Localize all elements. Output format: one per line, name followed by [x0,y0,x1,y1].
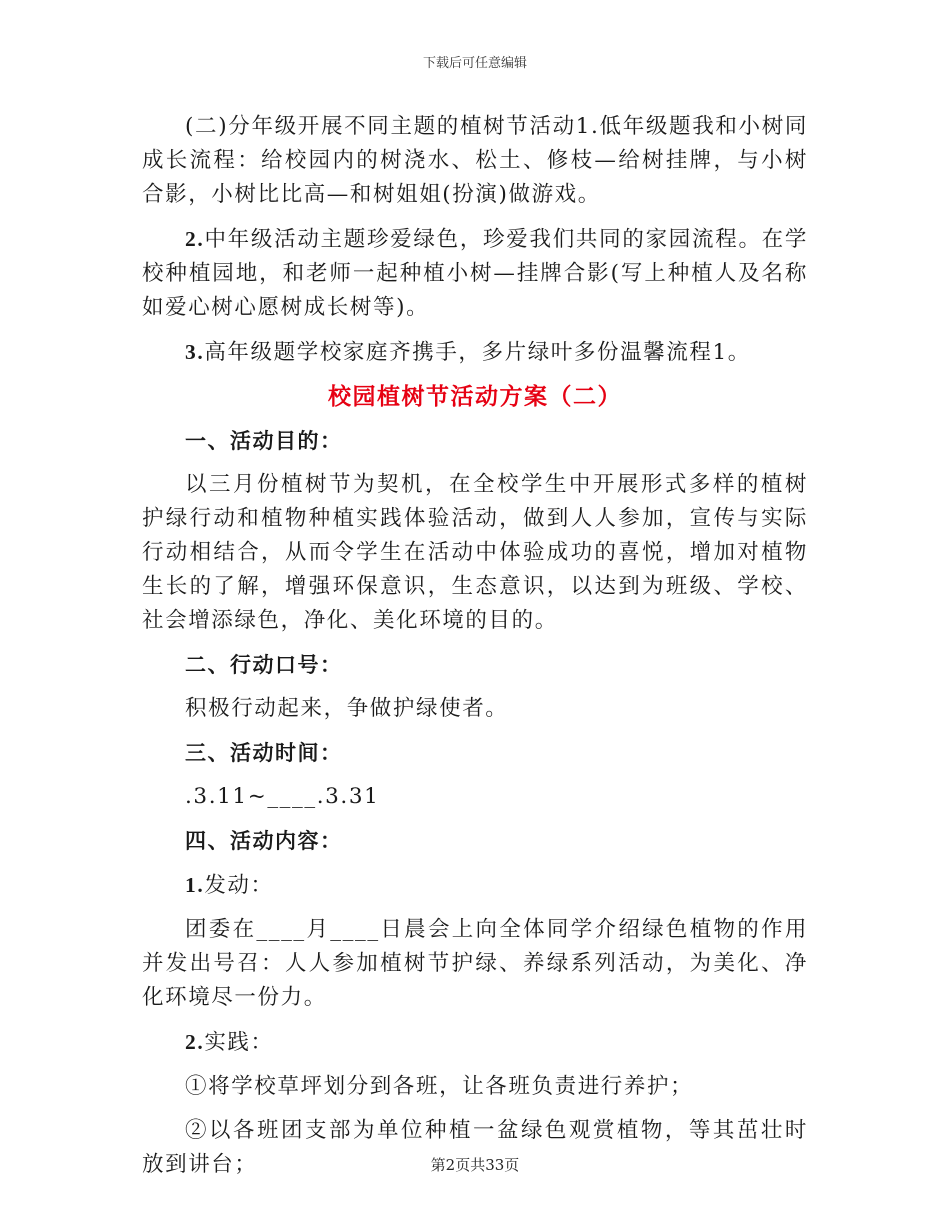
paragraph-practice-2: ②以各班团支部为单位种植一盆绿色观赏植物，等其茁壮时放到讲台； [142,1118,808,1177]
heading-slogan: 二、行动口号： [185,653,343,677]
paragraph-slogan: 积极行动起来，争做护绿使者。 [185,696,509,721]
item-mobilize-label [142,868,808,903]
heading-time: 三、活动时间： [185,741,343,765]
item-number: 3. [185,340,205,364]
paragraph-grade-activities: (二)分年级开展不同主题的植树节活动1.低年级题我和小树同成长流程：给校园内的树浇水、松土、修枝—给树挂牌，与小树合影，小树比比高—和树姐姐(扮演)做游戏。 [142,114,808,207]
item-number: 1. [185,873,205,897]
item-number: 2. [185,227,205,251]
paragraph-text: 中年级活动主题珍爱绿色，珍爱我们共同的家园流程。在学校种植园地，和老师一起种植小树—挂牌合影(写上种植人及名称如爱心树心愿树成长树等)。 [142,227,808,320]
item-number: 2. [185,1030,205,1054]
paragraph-practice-1: ①将学校草坪划分到各班，让各班负责进行养护； [185,1074,694,1099]
paragraph-middle-grade [142,222,808,325]
page-header-note: 下载后可任意编辑 [422,56,527,71]
paragraph-high-grade [142,335,808,370]
document-body [142,110,808,1192]
paragraph-time: .3.11~____.3.31 [185,784,380,809]
paragraph-text: 高年级题学校家庭齐携手，多片绿叶多份温馨流程1。 [204,340,751,365]
section-title: 校园植树节活动方案（二） [328,384,622,410]
heading-purpose: 一、活动目的： [185,429,343,453]
item-label: 实践： [204,1030,274,1055]
page-footer-number: 第2页共33页 [430,1156,520,1174]
paragraph-purpose: 以三月份植树节为契机，在全校学生中开展形式多样的植树护绿行动和植物种植实践体验活动，做到人人参加，宣传与实际行动相结合，从而令学生在活动中体验成功的喜悦，增加对植物生长的了解，增强环保意识，生态意识，以达到为班级、学校、社会增添绿色，净化、美化环境的目的。 [142,472,808,633]
item-practice-label [142,1025,808,1060]
heading-content: 四、活动内容： [185,829,343,853]
paragraph-mobilize: 团委在____月____日晨会上向全体同学介绍绿色植物的作用并发出号召：人人参加植树节护绿、养绿系列活动，为美化、净化环境尽一份力。 [142,917,808,1010]
item-label: 发动： [204,873,274,898]
